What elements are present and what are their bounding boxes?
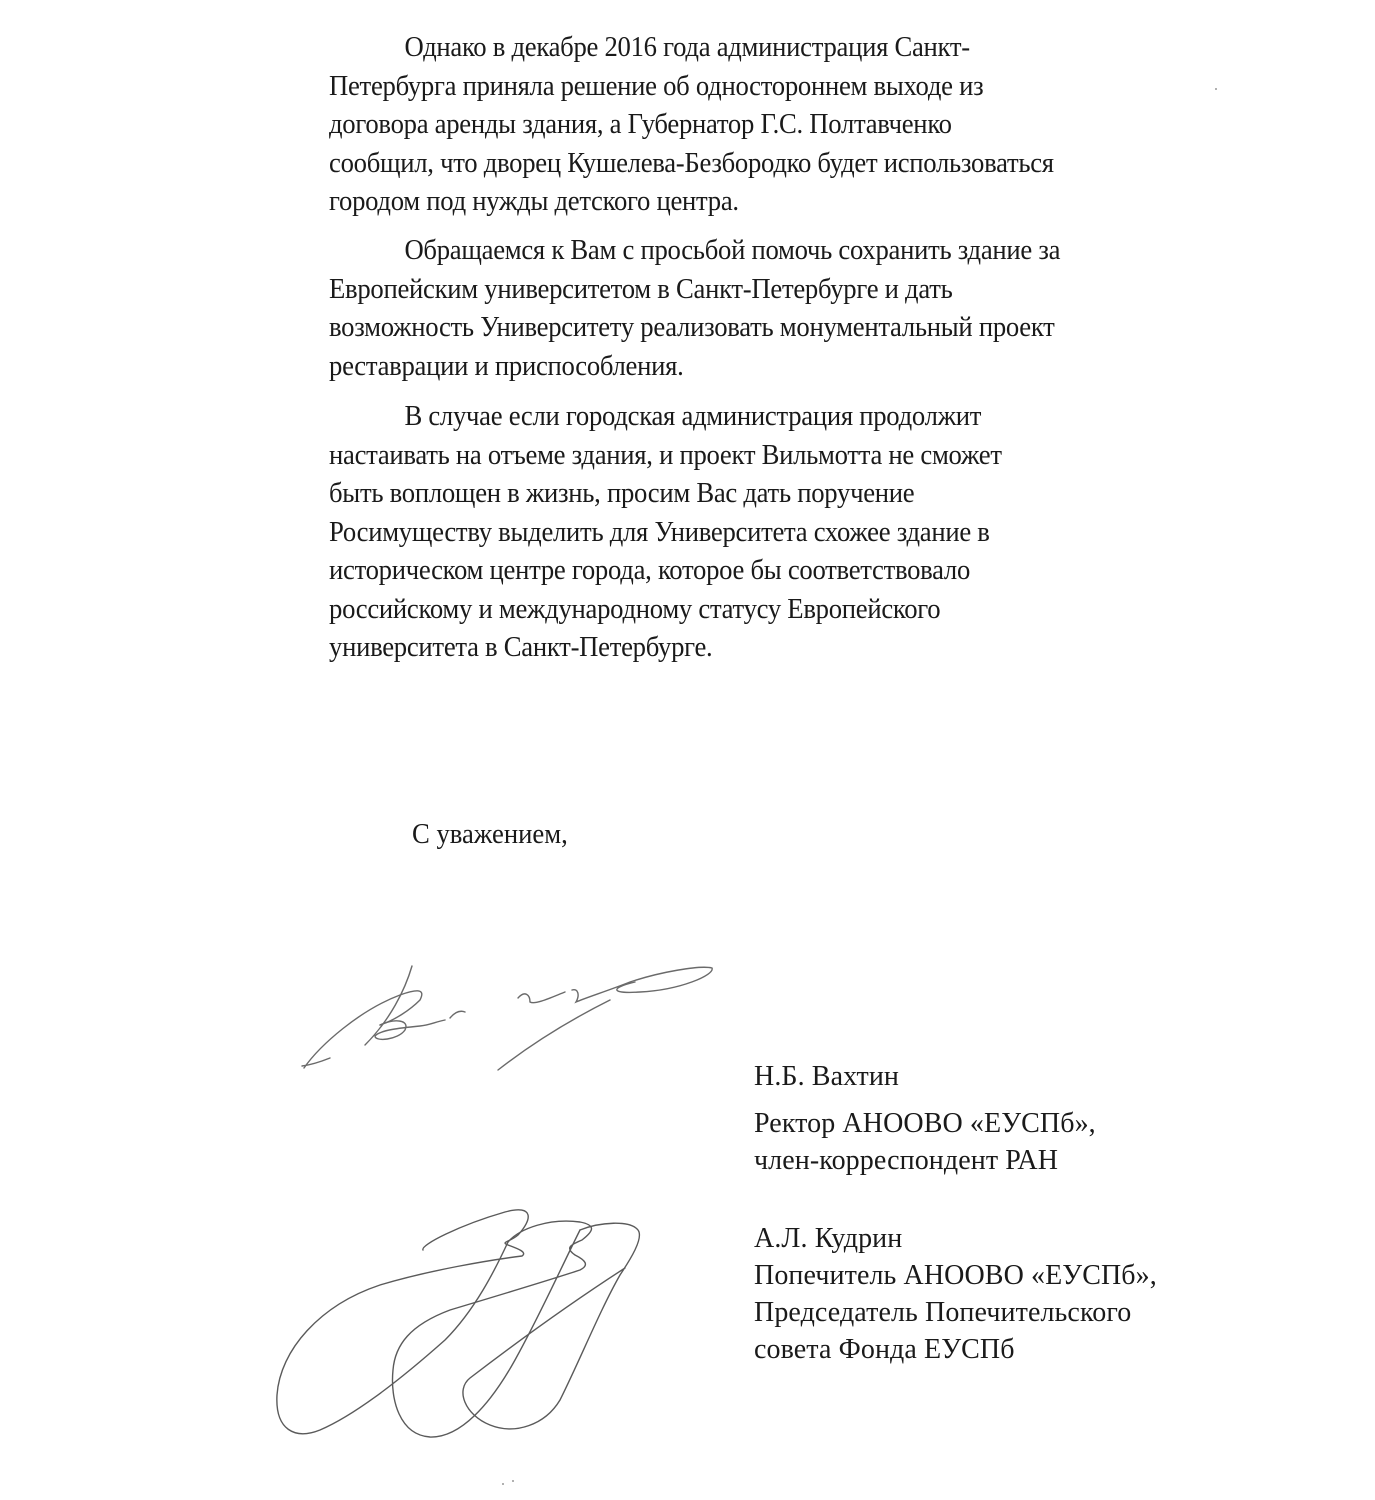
title-line: Ректор АНООВО «ЕУСПб»,	[754, 1108, 1096, 1139]
signatory-kudrin	[754, 1220, 1157, 1368]
title-line: Председатель Попечительского	[754, 1297, 1132, 1328]
text-line: быть воплощен в жизнь, просим Вас дать поручение	[329, 477, 915, 509]
text-line: Росимуществу выделить для Университета схожее здание в	[329, 515, 990, 548]
text-line: Однако в декабре 2016 года администрация Санкт-	[404, 31, 970, 63]
text-line: настаивать на отъеме здания, и проект Вильмотта не сможет	[329, 438, 1002, 471]
text-line: сообщил, что дворец Кушелева-Безбородко будет использоваться	[329, 146, 1054, 179]
text-line: В случае если городская администрация продолжит	[404, 400, 982, 432]
text-line: Европейским университетом в Санкт-Петербурге и дать	[329, 272, 953, 305]
text-line: реставрации и приспособления.	[329, 349, 684, 382]
signatory-vakhtin	[754, 1058, 1096, 1179]
signatory-name: Н.Б. Вахтин	[754, 1061, 900, 1092]
paragraph-decision	[329, 28, 1194, 221]
closing-salutation: С уважением,	[412, 818, 568, 850]
title-line: член-корреспондент РАН	[754, 1145, 1059, 1176]
title-line: совета Фонда ЕУСПб	[754, 1334, 1015, 1365]
text-line: договора аренды здания, а Губернатор Г.С. Полтавченко	[329, 108, 952, 140]
text-line: историческом центре города, которое бы соответствовало	[329, 554, 971, 586]
text-line: Петербурга приняла решение об одностороннем выходе из	[329, 69, 984, 102]
scan-artifact	[502, 1483, 504, 1485]
signatory-name: А.Л. Кудрин	[754, 1223, 903, 1254]
title-line: Попечитель АНООВО «ЕУСПб»,	[754, 1260, 1157, 1291]
text-line: возможность Университету реализовать монументальный проект	[329, 311, 1055, 343]
signature-vakhtin-icon	[280, 950, 720, 1090]
text-line: городом под нужды детского центра.	[329, 185, 739, 217]
scan-artifact	[512, 1480, 514, 1482]
paragraph-request	[329, 231, 1194, 385]
text-line: университета в Санкт-Петербурге.	[329, 631, 713, 663]
text-line: Обращаемся к Вам с просьбой помочь сохранить здание за	[404, 234, 1061, 266]
text-line: российскому и международному статусу Европейского	[329, 592, 941, 625]
signature-kudrin-icon	[260, 1200, 660, 1500]
scan-artifact	[1215, 88, 1217, 90]
paragraph-alternative	[329, 397, 1194, 667]
signatory-title	[754, 1105, 1096, 1179]
